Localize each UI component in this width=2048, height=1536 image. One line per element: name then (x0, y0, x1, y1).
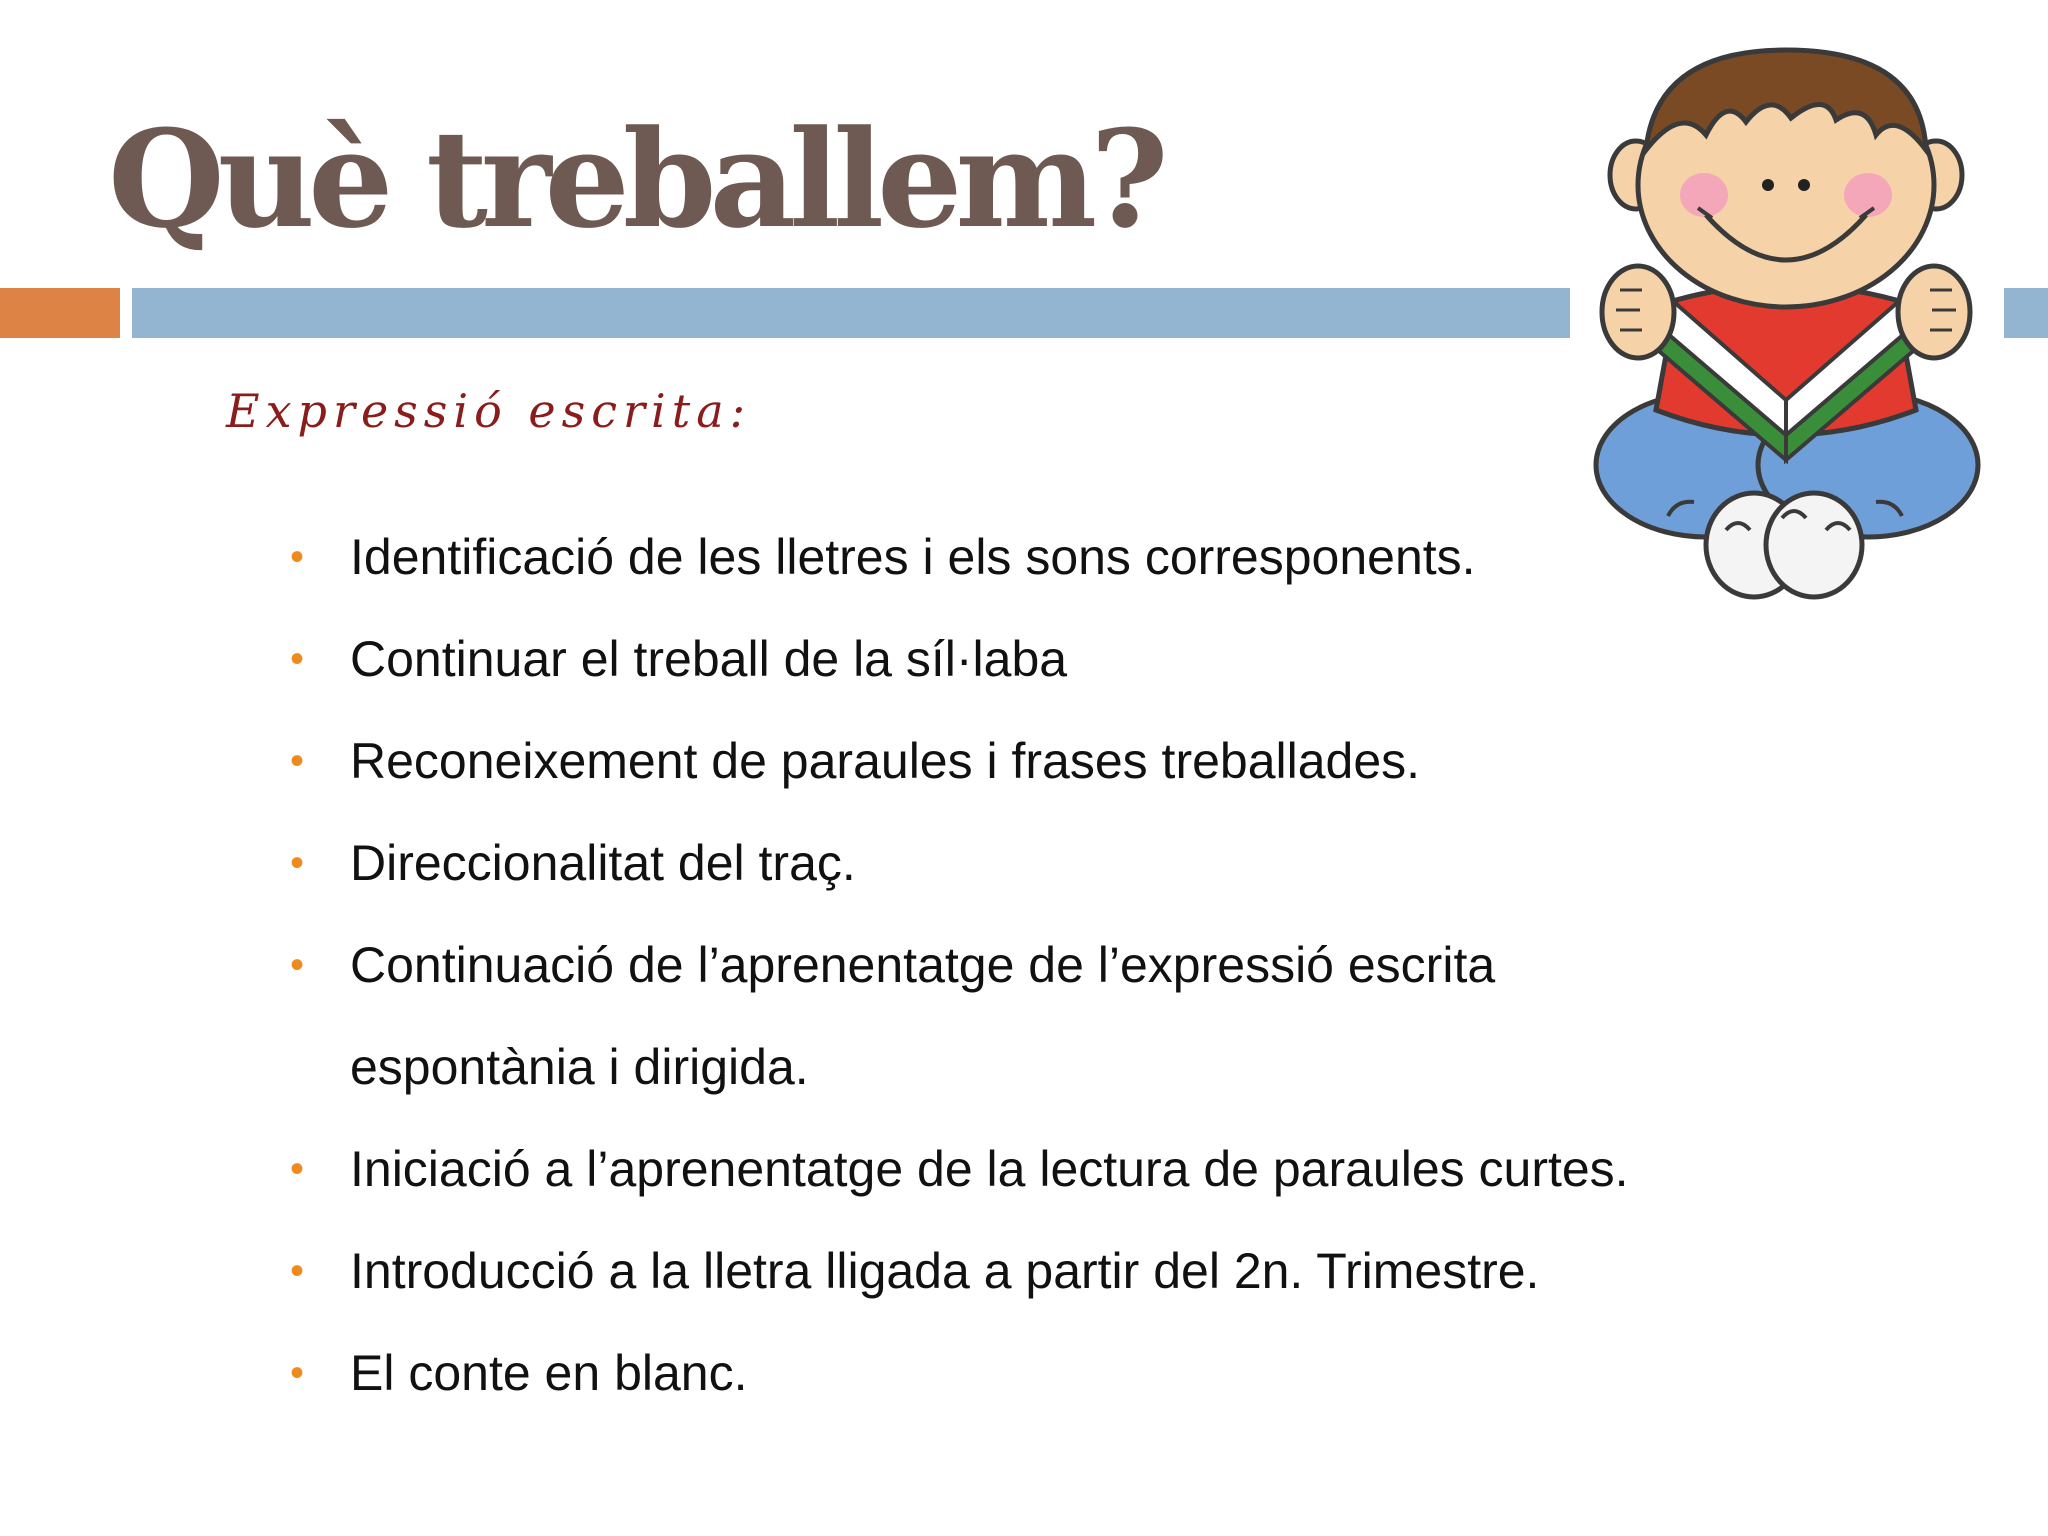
bullet-dot-icon: • (290, 1147, 305, 1191)
accent-bar-blue-right (2004, 288, 2048, 338)
bullet-dot-icon: • (290, 1249, 305, 1293)
bullet-dot-icon: • (290, 637, 305, 681)
bullet-text-line: espontània i dirigida. (350, 1039, 809, 1095)
list-item (290, 812, 1870, 914)
bullet-dot-icon: • (290, 739, 305, 783)
list-item (290, 1322, 1870, 1424)
bullet-text-line: Continuació de l’aprenentatge de l’expressió escrita (350, 937, 1496, 993)
bullet-dot-icon: • (290, 1351, 305, 1395)
bullet-text: Reconeixement de paraules i frases treballades. (350, 733, 1421, 789)
bullet-text (350, 914, 1495, 1118)
slide-title: Què treballem? (108, 100, 1162, 258)
bullet-dot-icon: • (290, 535, 305, 579)
bullet-text: El conte en blanc. (350, 1345, 748, 1401)
accent-bar-orange (0, 288, 120, 338)
bullet-text: Continuar el treball de la síl·laba (350, 631, 1068, 687)
bullet-list (290, 506, 1870, 1424)
list-item (290, 710, 1870, 812)
section-subtitle: Expressió escrita: (226, 384, 752, 438)
bullet-text: Iniciació a l’aprenentatge de la lectura de paraules curtes. (350, 1141, 1629, 1197)
list-item (290, 608, 1870, 710)
bullet-text: Introducció a la lletra lligada a partir del 2n. Trimestre. (350, 1243, 1540, 1299)
list-item (290, 506, 1870, 608)
bullet-text: Direccionalitat del traç. (350, 835, 856, 891)
accent-bar-blue (132, 288, 1570, 338)
list-item (290, 914, 1870, 1118)
bullet-text: Identificació de les lletres i els sons corresponents. (350, 529, 1476, 585)
bullet-dot-icon: • (290, 841, 305, 885)
list-item (290, 1220, 1870, 1322)
list-item (290, 1118, 1870, 1220)
bullet-dot-icon: • (290, 943, 305, 987)
